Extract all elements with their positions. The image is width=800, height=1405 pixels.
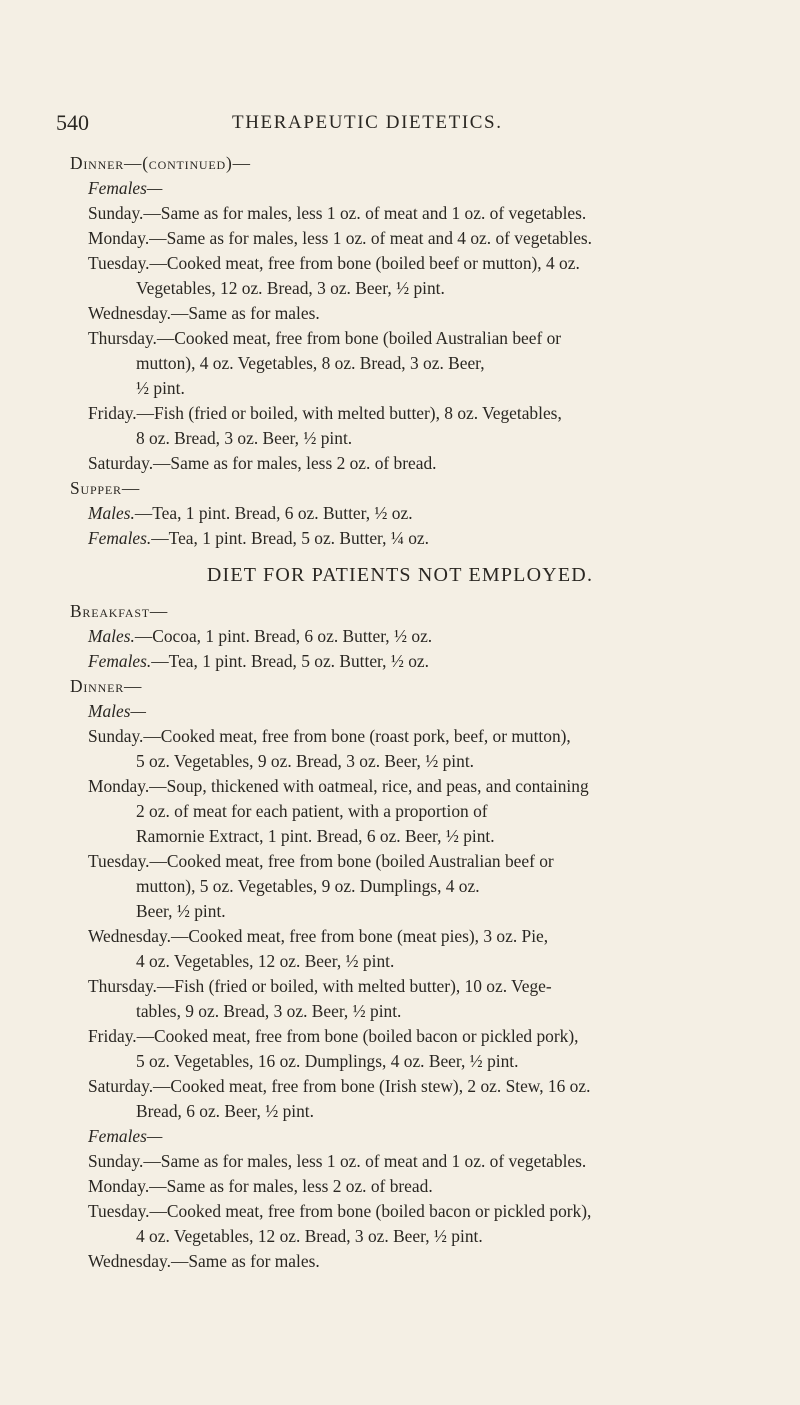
supper-females-line [88, 527, 429, 549]
supper-heading: Supper— [70, 478, 141, 498]
running-head: THERAPEUTIC DIETETICS. [232, 112, 503, 133]
diet-line: Friday.—Cooked meat, free from bone (boiled bacon or pickled pork), [88, 1026, 579, 1046]
breakfast-males-line [88, 625, 432, 647]
diet-line: 5 oz. Vegetables, 9 oz. Bread, 3 oz. Beer, ½ pint. [136, 751, 475, 771]
diet-line: Ramornie Extract, 1 pint. Bread, 6 oz. Beer, ½ pint. [136, 826, 495, 846]
page-header [0, 110, 800, 140]
diet-line: Sunday.—Same as for males, less 1 oz. of meat and 1 oz. of vegetables. [88, 203, 587, 223]
diet-line: mutton), 5 oz. Vegetables, 9 oz. Dumplings, 4 oz. [136, 876, 480, 896]
supper-females-text: —Tea, 1 pint. Bread, 5 oz. Butter, ¼ oz. [151, 528, 429, 548]
diet-line: Saturday.—Cooked meat, free from bone (Irish stew), 2 oz. Stew, 16 oz. [88, 1076, 591, 1096]
diet-line: Wednesday.—Same as for males. [88, 303, 320, 323]
diet-line: 2 oz. of meat for each patient, with a proportion of [136, 801, 488, 821]
dinner-continued-heading: Dinner—(continued)— [70, 153, 251, 173]
diet-line: Tuesday.—Cooked meat, free from bone (boiled Australian beef or [88, 851, 554, 871]
diet-line: Thursday.—Cooked meat, free from bone (boiled Australian beef or [88, 328, 562, 348]
diet-line: tables, 9 oz. Bread, 3 oz. Beer, ½ pint. [136, 1001, 402, 1021]
diet-line: 8 oz. Bread, 3 oz. Beer, ½ pint. [136, 428, 353, 448]
diet-line: Friday.—Fish (fried or boiled, with melted butter), 8 oz. Vegetables, [88, 403, 562, 423]
females-label: Females— [88, 1126, 163, 1146]
breakfast-males-text: —Cocoa, 1 pint. Bread, 6 oz. Butter, ½ oz. [134, 626, 433, 646]
supper-males-line [88, 502, 413, 524]
diet-line: Tuesday.—Cooked meat, free from bone (boiled beef or mutton), 4 oz. [88, 253, 580, 273]
section-title: DIET FOR PATIENTS NOT EMPLOYED. [206, 564, 594, 586]
diet-line: Vegetables, 12 oz. Bread, 3 oz. Beer, ½ pint. [136, 278, 445, 298]
breakfast-females-line [88, 650, 429, 672]
diet-line: Tuesday.—Cooked meat, free from bone (boiled bacon or pickled pork), [88, 1201, 592, 1221]
diet-line: mutton), 4 oz. Vegetables, 8 oz. Bread, 3 oz. Beer, [136, 353, 485, 373]
diet-line: 4 oz. Vegetables, 12 oz. Beer, ½ pint. [136, 951, 395, 971]
females-label: Females. [88, 651, 152, 671]
males-label: Males— [88, 701, 146, 721]
diet-line: Sunday.—Same as for males, less 1 oz. of meat and 1 oz. of vegetables. [88, 1151, 587, 1171]
diet-line: Monday.—Same as for males, less 2 oz. of bread. [88, 1176, 433, 1196]
diet-line: Sunday.—Cooked meat, free from bone (roast pork, beef, or mutton), [88, 726, 571, 746]
page-number: 540 [56, 110, 89, 135]
diet-line: Monday.—Same as for males, less 1 oz. of meat and 4 oz. of vegetables. [88, 228, 593, 248]
diet-line: 4 oz. Vegetables, 12 oz. Bread, 3 oz. Beer, ½ pint. [136, 1226, 483, 1246]
diet-line: Saturday.—Same as for males, less 2 oz. of bread. [88, 453, 437, 473]
diet-line: 5 oz. Vegetables, 16 oz. Dumplings, 4 oz. Beer, ½ pint. [136, 1051, 519, 1071]
diet-line: Monday.—Soup, thickened with oatmeal, rice, and peas, and containing [88, 776, 589, 796]
diet-line: Thursday.—Fish (fried or boiled, with melted butter), 10 oz. Vege- [88, 976, 552, 996]
females-label: Females— [88, 178, 163, 198]
diet-line: Wednesday.—Same as for males. [88, 1251, 320, 1271]
males-label: Males. [88, 626, 135, 646]
supper-males-text: —Tea, 1 pint. Bread, 6 oz. Butter, ½ oz. [134, 503, 413, 523]
dinner-heading: Dinner— [70, 676, 143, 696]
breakfast-heading: Breakfast— [70, 601, 169, 621]
diet-line: ½ pint. [136, 378, 185, 398]
diet-line: Beer, ½ pint. [136, 901, 226, 921]
diet-line: Wednesday.—Cooked meat, free from bone (meat pies), 3 oz. Pie, [88, 926, 549, 946]
breakfast-females-text: —Tea, 1 pint. Bread, 5 oz. Butter, ½ oz. [151, 651, 429, 671]
diet-line: Bread, 6 oz. Beer, ½ pint. [136, 1101, 314, 1121]
males-label: Males. [88, 503, 135, 523]
females-label: Females. [88, 528, 152, 548]
